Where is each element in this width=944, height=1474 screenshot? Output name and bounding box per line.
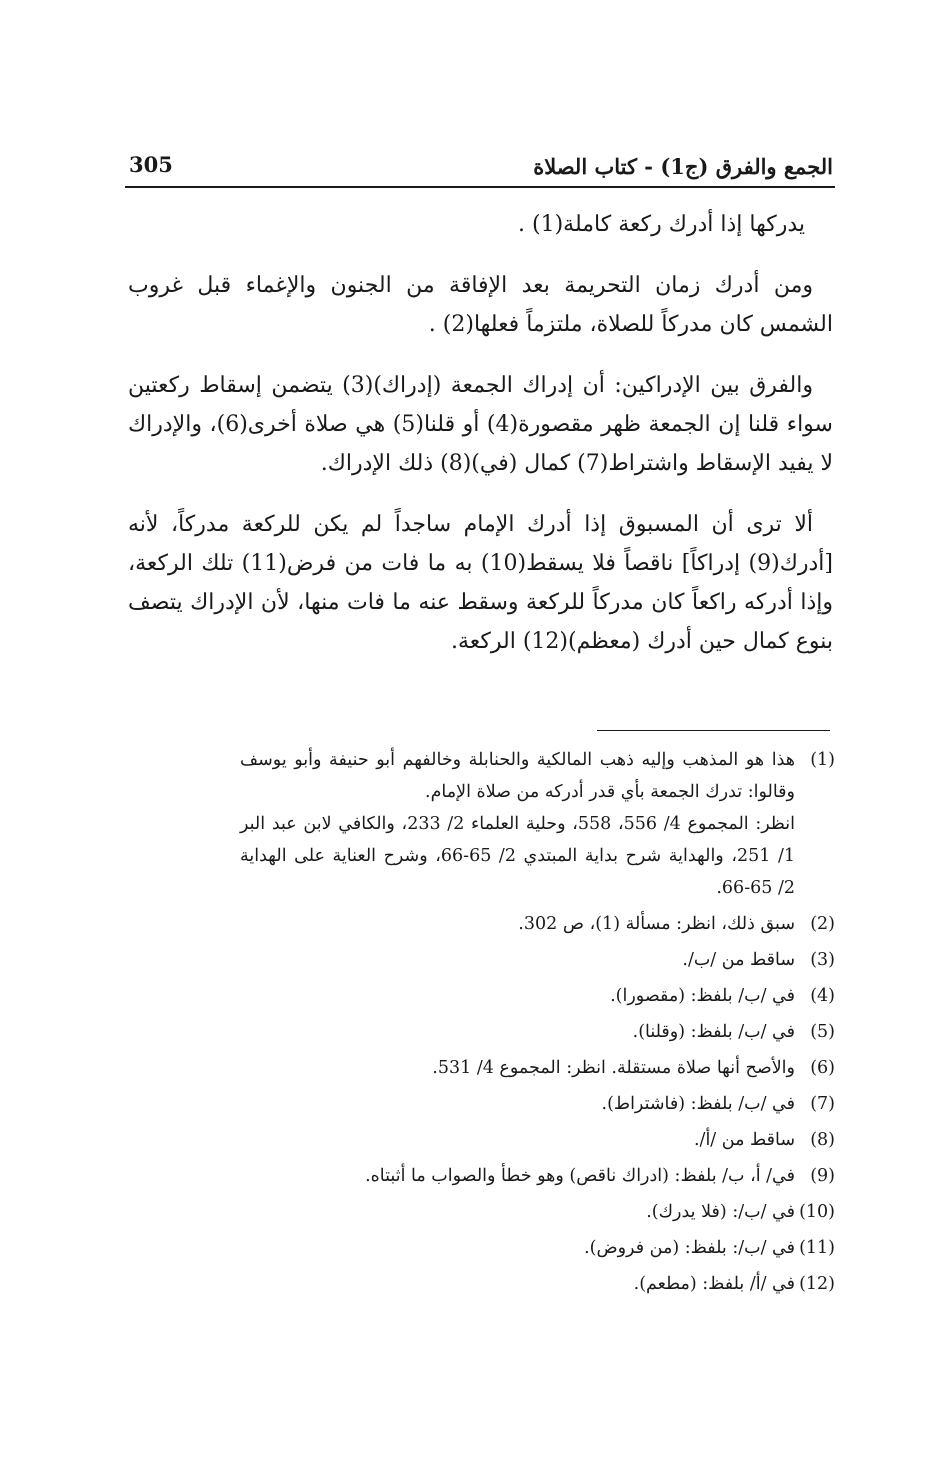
footnote-line: انظر: المجموع 4/ 556، 558، وحلية العلماء 2/ 233، والكافي لابن عبد البر 1/ 251، والهداية شرح بداية المبتدي 2/ 65-66، وشرح العناية على الهداية 2/ 65-66.	[240, 814, 795, 898]
footnote	[240, 1232, 835, 1264]
footnote-number: (3)	[810, 950, 835, 970]
main-text	[128, 205, 833, 683]
footnote-number: (4)	[810, 986, 835, 1006]
footnote	[240, 1124, 835, 1156]
footnote	[240, 1088, 835, 1120]
footnote	[240, 1160, 835, 1192]
footnote-number: (9)	[810, 1166, 835, 1186]
footnote-line: هذا هو المذهب وإليه ذهب المالكية والحنابلة وخالفهم أبو حنيفة وأبو يوسف وقالوا: تدرك الجمعة بأي قدر أدركه من صلاة الإمام.	[240, 750, 795, 802]
footnote-text: في /أ/ بلفظ: (مطعم).	[633, 1274, 795, 1294]
footnote	[240, 744, 835, 904]
footnote-text	[240, 744, 795, 904]
paragraph: يدركها إذا أدرك ركعة كاملة(1) .	[518, 212, 805, 237]
footnote-text: ساقط من /أ/.	[693, 1130, 795, 1150]
running-title: الجمع والفرق (ج1) - كتاب الصلاة	[533, 154, 833, 179]
footnote	[240, 1052, 835, 1084]
footnote-number: (5)	[810, 1022, 835, 1042]
footnote-text: في/ أ، ب/ بلفظ: (ادراك ناقص) وهو خطأ والصواب ما أثبتاه.	[365, 1166, 795, 1186]
footnote-text: في /ب/ بلفظ: (مقصورا).	[610, 986, 795, 1006]
footnote-number: (2)	[810, 914, 835, 934]
footnote	[240, 944, 835, 976]
footnote-number: (6)	[810, 1058, 835, 1078]
footnote-divider	[597, 730, 830, 731]
footnote-text: والأصح أنها صلاة مستقلة. انظر: المجموع 4/ 531.	[432, 1058, 795, 1078]
footnote	[240, 1268, 835, 1300]
footnote-text: ساقط من /ب/.	[682, 950, 795, 970]
footnote-text: في /ب/: (فلا يدرك).	[646, 1202, 795, 1222]
footnote-text: في /ب/: بلفظ: (من فروض).	[584, 1238, 795, 1258]
paragraph: والفرق بين الإدراكين: أن إدراك الجمعة (إدراك)(3) يتضمن إسقاط ركعتين سواء قلنا إن الجمعة ظهر مقصورة(4) أو قلنا(5) هي صلاة أخرى(6)، والإدراك لا يفيد الإسقاط واشتراط(7) كمال (في)(8) ذلك الإدراك.	[128, 373, 833, 476]
footnote	[240, 1196, 835, 1228]
footnote-number: (8)	[810, 1130, 835, 1150]
footnote	[240, 980, 835, 1012]
footnote-text: سبق ذلك، انظر: مسألة (1)، ص 302.	[518, 914, 795, 934]
footnote-number: (10)	[799, 1202, 835, 1222]
footnote	[240, 1016, 835, 1048]
page-header	[125, 150, 835, 188]
paragraph: ومن أدرك زمان التحريمة بعد الإفاقة من الجنون والإغماء قبل غروب الشمس كان مدركاً للصلاة، ملتزماً فعلها(2) .	[128, 273, 833, 337]
paragraph: ألا ترى أن المسبوق إذا أدرك الإمام ساجداً لم يكن للركعة مدركاً، لأنه [أدرك(9) إدراكاً] ناقصاً فلا يسقط(10) به ما فات من فرض(11) تلك الركعة، وإذا أدركه راكعاً كان مدركاً للركعة وسقط عنه ما فات منها، لأن الإدراك يتصف بنوع كمال حين أدرك (معظم)(12) الركعة.	[128, 512, 833, 654]
footnote-number: (11)	[799, 1238, 835, 1258]
footnote-number: (7)	[810, 1094, 835, 1114]
footnote-text: في /ب/ بلفظ: (وقلنا).	[632, 1022, 795, 1042]
page-number: 305	[129, 152, 173, 177]
footnote	[240, 908, 835, 940]
footnote-number: (1)	[810, 750, 835, 770]
footnote-number: (12)	[799, 1274, 835, 1294]
footnotes	[240, 744, 835, 1304]
footnote-text: في /ب/ بلفظ: (فاشتراط).	[601, 1094, 795, 1114]
